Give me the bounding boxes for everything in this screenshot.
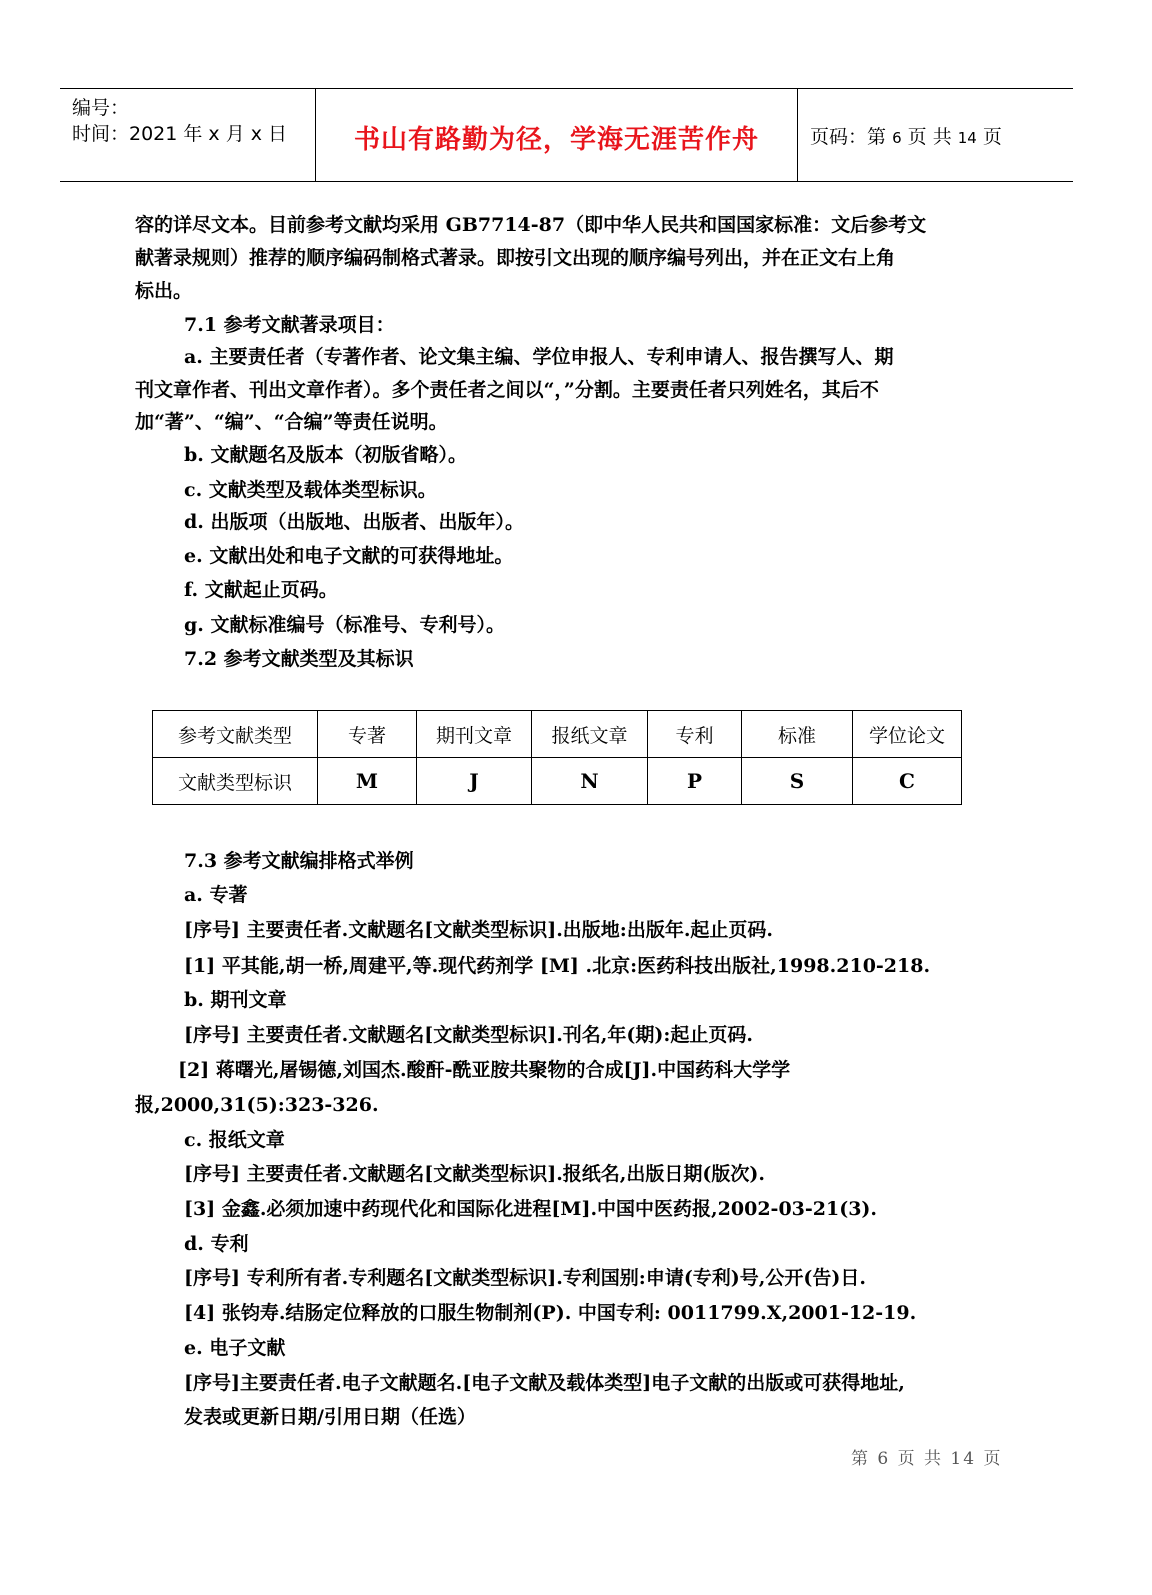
page-header bbox=[60, 88, 1073, 182]
header-motto-cell bbox=[316, 89, 798, 181]
example-e-format-line-1: [序号]主要责任者.电子文献题名.[电子文献及载体类型]电子文献的出版或可获得地址, bbox=[184, 1372, 905, 1394]
table-cell: 标准 bbox=[742, 711, 853, 758]
page-mid: 页 共 bbox=[907, 126, 952, 148]
example-d-title: d. 专利 bbox=[184, 1233, 249, 1255]
page-prefix: 页码：第 bbox=[810, 126, 887, 148]
table-cell: 学位论文 bbox=[853, 711, 962, 758]
item-a-line-1: a. 主要责任者（专著作者、论文集主编、学位申报人、专利申请人、报告撰写人、期 bbox=[184, 346, 894, 368]
time-label: 时间：2021 年 x 月 x 日 bbox=[72, 123, 288, 145]
example-c-reference: [3] 金鑫.必须加速中药现代化和国际化进程[M].中国中医药报,2002-03-21(3). bbox=[184, 1198, 878, 1220]
header-meta-cell bbox=[60, 89, 316, 181]
table-code-row bbox=[153, 758, 962, 805]
header-page-cell bbox=[798, 89, 1073, 181]
item-c: c. 文献类型及载体类型标识。 bbox=[184, 479, 437, 501]
page-total: 14 bbox=[957, 129, 977, 147]
section-7-2-heading: 7.2 参考文献类型及其标识 bbox=[184, 648, 414, 670]
item-a-line-3: 加“著”、“编”、“合编”等责任说明。 bbox=[135, 411, 448, 433]
item-d: d. 出版项（出版地、出版者、出版年）。 bbox=[184, 511, 525, 533]
example-d-reference: [4] 张钧寿.结肠定位释放的口服生物制剂(P). 中国专利: 0011799.X,2001-12-19. bbox=[184, 1302, 917, 1324]
example-e-format-line-2: 发表或更新日期/引用日期（任选） bbox=[184, 1406, 476, 1428]
example-d-format: [序号] 专利所有者.专利题名[文献类型标识].专利国别:申请(专利)号,公开(告)日. bbox=[184, 1267, 867, 1289]
item-f: f. 文献起止页码。 bbox=[184, 579, 338, 601]
table-cell: 文献类型标识 bbox=[153, 758, 318, 805]
table-cell: N bbox=[532, 758, 648, 805]
example-e-title: e. 电子文献 bbox=[184, 1337, 286, 1359]
item-e: e. 文献出处和电子文献的可获得地址。 bbox=[184, 545, 514, 567]
table-cell: C bbox=[853, 758, 962, 805]
table-cell: 专著 bbox=[318, 711, 417, 758]
example-b-title: b. 期刊文章 bbox=[184, 989, 287, 1011]
reference-type-table bbox=[152, 710, 962, 805]
example-c-format: [序号] 主要责任者.文献题名[文献类型标识].报纸名,出版日期(版次). bbox=[184, 1163, 766, 1185]
table-cell: 期刊文章 bbox=[417, 711, 532, 758]
table-cell: M bbox=[318, 758, 417, 805]
example-a-reference: [1] 平其能,胡一桥,周建平,等.现代药剂学 [M] .北京:医药科技出版社,1998.210-218. bbox=[184, 955, 931, 977]
example-b-reference-line-1: [2] 蒋曙光,屠锡德,刘国杰.酸酐-酰亚胺共聚物的合成[J].中国药科大学学 bbox=[178, 1059, 791, 1081]
table-cell: P bbox=[648, 758, 742, 805]
page-footer: 第 6 页 共 14 页 bbox=[851, 1449, 1003, 1469]
table-cell: 专利 bbox=[648, 711, 742, 758]
table-cell: J bbox=[417, 758, 532, 805]
item-b: b. 文献题名及版本（初版省略）。 bbox=[184, 444, 468, 466]
table-cell: S bbox=[742, 758, 853, 805]
item-g: g. 文献标准编号（标准号、专利号）。 bbox=[184, 614, 506, 636]
example-b-reference-line-2: 报,2000,31(5):323-326. bbox=[135, 1094, 379, 1116]
example-a-format: [序号] 主要责任者.文献题名[文献类型标识].出版地:出版年.起止页码. bbox=[184, 919, 774, 941]
intro-line-1: 容的详尽文本。目前参考文献均采用 GB7714-87（即中华人民共和国国家标准：文后参考文 bbox=[135, 214, 927, 236]
intro-line-2: 献著录规则）推荐的顺序编码制格式著录。即按引文出现的顺序编号列出，并在正文右上角 bbox=[135, 247, 896, 269]
example-a-title: a. 专著 bbox=[184, 884, 248, 906]
section-7-1-heading: 7.1 参考文献著录项目： bbox=[184, 314, 395, 336]
example-c-title: c. 报纸文章 bbox=[184, 1129, 285, 1151]
table-cell: 参考文献类型 bbox=[153, 711, 318, 758]
section-7-3-heading: 7.3 参考文献编排格式举例 bbox=[184, 850, 414, 872]
page-number: 6 bbox=[892, 129, 902, 147]
page-suffix: 页 bbox=[982, 126, 1002, 148]
table-cell: 报纸文章 bbox=[532, 711, 648, 758]
serial-label: 编号： bbox=[72, 97, 130, 119]
intro-line-3: 标出。 bbox=[135, 280, 193, 302]
item-a-line-2: 刊文章作者、刊出文章作者）。多个责任者之间以“，”分割。主要责任者只列姓名，其后不 bbox=[135, 379, 879, 401]
header-page-indicator bbox=[810, 122, 1002, 149]
example-b-format: [序号] 主要责任者.文献题名[文献类型标识].刊名,年(期):起止页码. bbox=[184, 1024, 754, 1046]
motto: 书山有路勤为径，学海无涯苦作舟 bbox=[353, 125, 759, 155]
table-header-row bbox=[153, 711, 962, 758]
